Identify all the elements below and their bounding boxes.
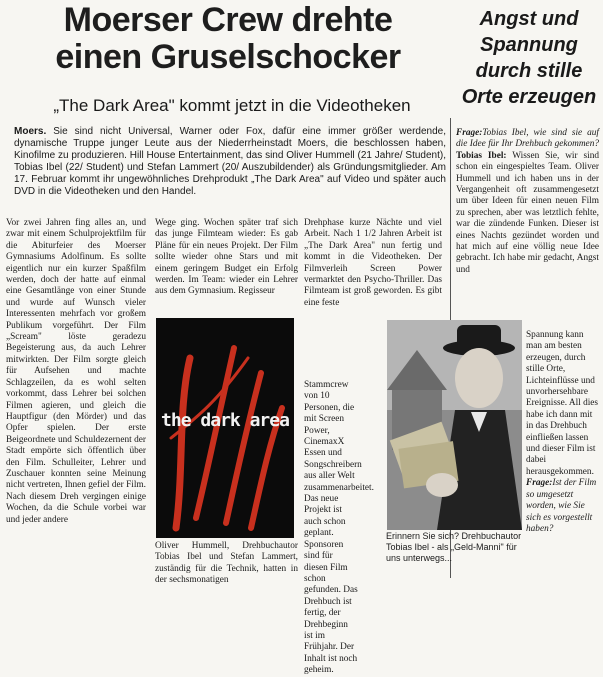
headline — [18, 2, 438, 76]
interview-question-2 — [526, 478, 596, 534]
interview-question-1 — [456, 128, 599, 149]
question-label: Frage: — [526, 478, 553, 489]
side-headline — [458, 6, 600, 110]
side-headline-line: Angst und — [479, 8, 579, 30]
interview-answer-1 — [456, 151, 599, 275]
side-headline-line: Orte erzeugen — [461, 86, 597, 108]
article-column-2-top: Wege ging. Wochen später traf sich das junge Filmteam wieder: Es gab Pläne für ein neues Projekt. Der Film sollte wieder ohne Stars und mit einem geringem Budget ein Erfolg werden. Im Team: wieder ein Lehrer aus dem Gymnasium. Regisseur — [155, 218, 298, 297]
interview-column — [456, 128, 599, 276]
side-headline-line: durch stille — [475, 60, 583, 82]
answer-text-continued: Spannung kann man am besten erzeugen, durch stille Orte, Lichteinflüsse und unvorhersehbare Ereignisse. All dies habe ich dann mit in das Drehbuch einfließen lassen und dieser Film ist dabei herausgekommen. — [526, 330, 599, 477]
article-column-1: Vor zwei Jahren fing alles an, und zwar mit einem Schulprojektfilm für die Abiturfeier des Moerser Gymnasiums Adolfinum. Es sollte eigentlich nur ein kurzer Spaßfilm werden, doch der hatte auf einmal eine Gesamtlänge von einer Stunde und wurde auf Wunsch vieler Interessenten mehrfach vor großem Publikum vorgeführt. Der Film „Scream" löste geradezu Begeisterung aus, da auch Lehrer mitwirkten. Der Film sorgte gleich für Aufsehen und machte Schlagzeilen, da es wohl selten vorkommt, dass Lehrer bei solchen Filmen agieren, und gleich die Hauptfigur (den Mörder) und das Opfer spielen. Der erste Beigeordnete und Schuldezernent der Stadt empörte sich öffentlich über den Film. Schulleiter, Lehrer und Zuschauer konnten seine Meinung nicht vertreten, Ihnen gefiel der Film. Nach diesem Dreh vergingen einige Wochen, da die Schule vorbei war und jeder andere — [6, 218, 146, 525]
answer-label: Tobias Ibel: — [456, 150, 507, 161]
subheadline: „The Dark Area" kommt jetzt in die Videotheken — [53, 96, 411, 115]
interview-column-narrow — [526, 330, 599, 535]
dateline: Moers. — [14, 126, 47, 137]
article-column-3-narrow: Stammcrew von 10 Personen, die mit Screen Power, CinemaxX Essen und Songschreibern aus aller Welt zusammenarbeitet. Das neue Projekt ist auch schon geplant. Sponsoren sind für diesen Film schon gefunden. Das Drehbuch ist fertig, der Drehbeginn ist im Frühjahr. Der Inhalt ist noch geheim. — [304, 380, 374, 676]
headline-line-1: Moerser Crew drehte — [63, 1, 393, 39]
photo-caption: Erinnern Sie sich? Drehbuchautor Tobias Ibel - als „Geld-Manni" für uns unterwegs... — [386, 531, 522, 563]
film-poster-image — [156, 318, 294, 538]
article-column-3-top: Drehphase kurze Nächte und viel Arbeit. Nach 1 1/2 Jahren Arbeit ist „The Dark Area" nun fertig und kommt in die Videotheken. Der Filmverleih Screen Power vermarktet den Psycho-Thriller. Das Filmteam ist groß geworden. Es gibt eine feste — [304, 218, 442, 308]
question-text: Tobias Ibel, wie sind sie auf die Idee für Ihr Drehbuch gekommen? — [456, 128, 599, 150]
lead-paragraph — [14, 126, 446, 198]
question-text: Ist der Film so umgesetzt worden, wie Sie sich es vorgestellt haben? — [526, 478, 597, 534]
author-photo-art — [387, 320, 522, 530]
question-label: Frage: — [456, 128, 483, 138]
article-column-2-bottom: Oliver Hummell, Drehbuchautor Tobias Ibel und Stefan Lammert, zuständig für die Technik, hatten in der sechsmonatigen — [155, 541, 298, 586]
lead-text: Sie sind nicht Universal, Warner oder Fox, dafür eine immer größer werdende, dynamische Truppe junger Leute aus der Niederrheinstadt Moers, die beschlossen haben, Kinofilme zu produzieren. Hill House Entertainment, das sind Oliver Hummell (21 Jahre/ Student), Tobias Ibel (22/ Student) und Stefan Lammert (20/ Auszubildender) als Gründungsmitglieder. Am 17. Februar kommt ihr ungewöhnliches Drehprodukt „The Dark Area" auf Video und später auch DVD in die Videotheken und den Handel. — [14, 126, 446, 197]
headline-line-2: einen Gruselschocker — [55, 38, 401, 76]
side-headline-line: Spannung — [480, 34, 578, 56]
answer-text: Wissen Sie, wir sind schon ein eingespieltes Team. Oliver Hummell und ich haben uns in der Vergangenheit oft zusammengesetzt um über Ideen für einen neuen Film zu sprechen, aber was letztlich fehlte, war die zündende Funken. Dieser ist eines Nachts gezündet worden und hat mich auf eine völlig neue Idee gebracht. Ich habe mir gedacht, Angst und — [456, 150, 599, 275]
film-logo-text: the dark area — [161, 410, 289, 431]
author-photo — [387, 320, 522, 530]
